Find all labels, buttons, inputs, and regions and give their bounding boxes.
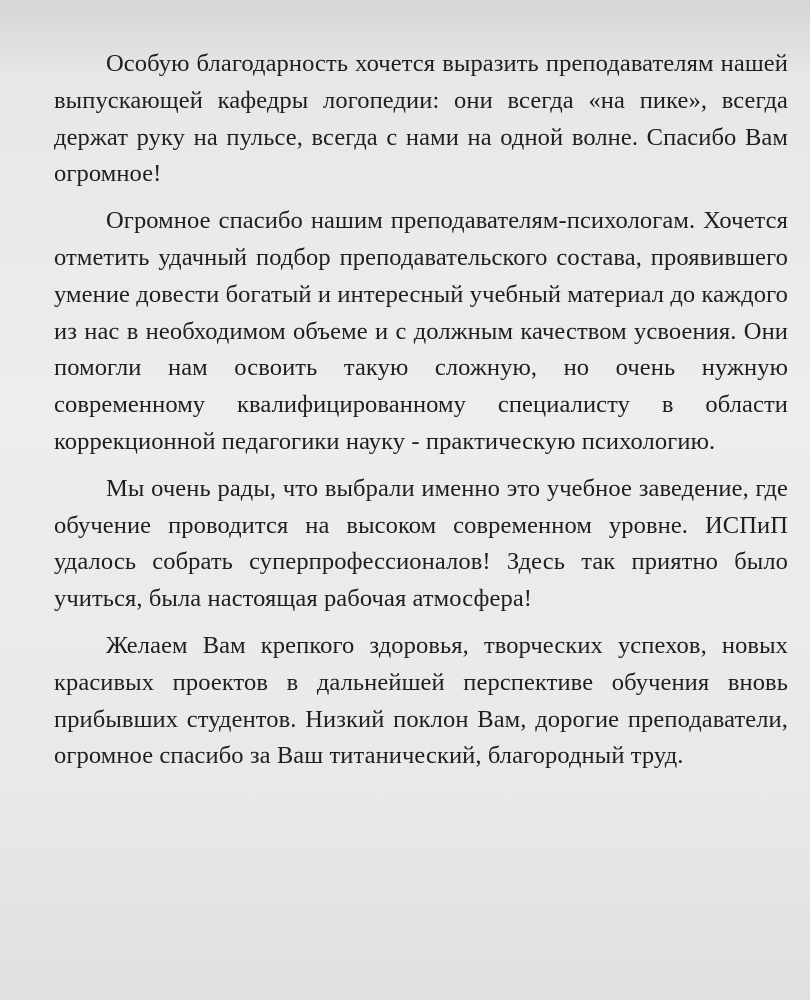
paragraph-wishes: Желаем Вам крепкого здоровья, творческих успехов, новых красивых проектов в дальнейшей перспективе обучения вновь прибывших студентов. Низкий поклон Вам, дорогие преподаватели, огромное спасибо за Ваш титанический, благородный труд. xyxy=(54,631,788,770)
paragraph-institution-praise: Мы очень рады, что выбрали именно это учебное заведение, где обучение проводится на высоком современном уровне. ИСПиП удалось собрать суперпрофессионалов! Здесь так приятно было учиться, была настоящая рабочая атмосфера! xyxy=(54,474,788,613)
paragraph-gratitude-psychologists: Огромное спасибо нашим преподавателям-психологам. Хочется отметить удачный подбор преподавательского состава, проявившего умение довести богатый и интересный учебный материал до каждого из нас в необходимом объеме и с должным качеством усвоения. Они помогли нам освоить такую сложную, но очень нужную современному квалифицированному специалисту в области коррекционной педагогики науку - практическую психологию. xyxy=(54,207,788,455)
document-body xyxy=(54,46,788,785)
paragraph-gratitude-speech-therapy-department: Особую благодарность хочется выразить преподавателям нашей выпускающей кафедры логопедии: они всегда «на пике», всегда держат руку на пульсе, всегда с нами на одной волне. Спасибо Вам огромное! xyxy=(54,50,788,188)
